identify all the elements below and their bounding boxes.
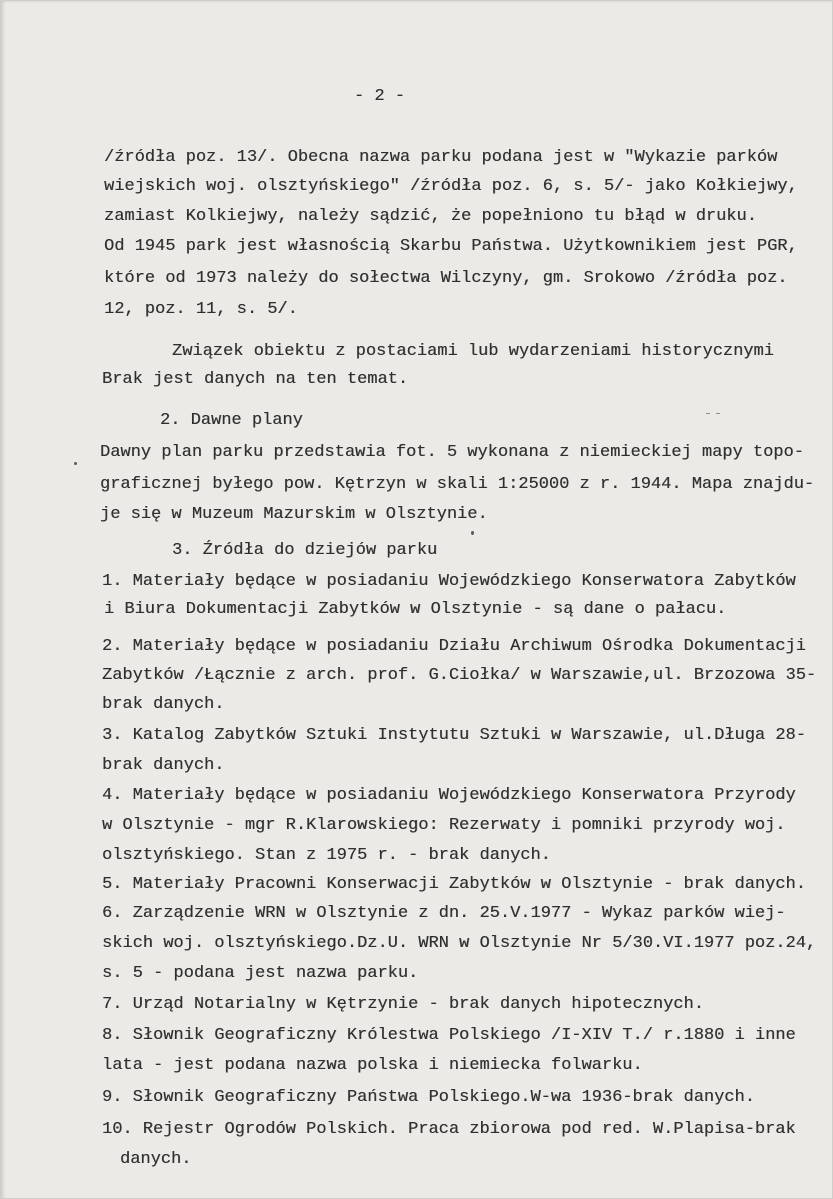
list-item: 3. Katalog Zabytków Sztuki Instytutu Sztuki w Warszawie, ul.Długa 28- (102, 726, 806, 745)
text-line: Brak jest danych na ten temat. (102, 370, 409, 389)
text-line: /źródła poz. 13/. Obecna nazwa parku podana jest w "Wykazie parków (104, 148, 778, 167)
text-line: które od 1973 należy do sołectwa Wilczyny, gm. Srokowo /źródła poz. (104, 269, 788, 288)
ink-speck (74, 462, 77, 465)
text-line: wiejskich woj. olsztyńskiego" /źródła poz. 6, s. 5/- jako Kołkiejwy, (104, 177, 798, 196)
list-item: 10. Rejestr Ogrodów Polskich. Praca zbiorowa pod red. W.Plapisa-brak (102, 1120, 796, 1139)
list-item-continuation: brak danych. (102, 756, 225, 775)
text-line: zamiast Kolkiejwy, należy sądzić, że popełniono tu błąd w druku. (104, 207, 757, 226)
list-item-continuation: i Biura Dokumentacji Zabytków w Olsztynie - są dane o pałacu. (104, 600, 727, 619)
ink-speck (471, 531, 474, 535)
list-item: 8. Słownik Geograficzny Królestwa Polskiego /I-XIV T./ r.1880 i inne (102, 1026, 796, 1045)
list-item: 2. Materiały będące w posiadaniu Działu Archiwum Ośrodka Dokumentacji (102, 637, 806, 656)
page-number: - 2 - (354, 87, 406, 106)
section-heading: 2. Dawne plany (160, 411, 303, 430)
text-line: je się w Muzeum Mazurskim w Olsztynie. (100, 505, 488, 524)
list-item-continuation: brak danych. (102, 695, 225, 714)
text-line: 12, poz. 11, s. 5/. (104, 300, 298, 319)
text-line: Od 1945 park jest własnością Skarbu Państwa. Użytkownikiem jest PGR, (104, 237, 798, 256)
list-item: 4. Materiały będące w posiadaniu Wojewódzkiego Konserwatora Przyrody (102, 786, 796, 805)
list-item-continuation: danych. (120, 1150, 192, 1169)
text-line: graficznej byłego pow. Kętrzyn w skali 1:25000 z r. 1944. Mapa znajdu- (100, 475, 815, 494)
text-line: Dawny plan parku przedstawia fot. 5 wykonana z niemieckiej mapy topo- (100, 443, 804, 462)
ink-speck (716, 413, 720, 414)
list-item: 6. Zarządzenie WRN w Olsztynie z dn. 25.V.1977 - Wykaz parków wiej- (102, 904, 786, 923)
list-item-continuation: w Olsztynie - mgr R.Klarowskiego: Rezerwaty i pomniki przyrody woj. (102, 816, 786, 835)
list-item-continuation: skich woj. olsztyńskiego.Dz.U. WRN w Olsztynie Nr 5/30.VI.1977 poz.24, (102, 934, 817, 953)
section-heading: Związek obiektu z postaciami lub wydarzeniami historycznymi (172, 342, 774, 361)
list-item-continuation: s. 5 - podana jest nazwa parku. (102, 964, 419, 983)
list-item-continuation: olsztyńskiego. Stan z 1975 r. - brak danych. (102, 846, 551, 865)
list-item-continuation: Zabytków /Łącznie z arch. prof. G.Ciołka/ w Warszawie,ul. Brzozowa 35- (102, 666, 817, 685)
list-item: 7. Urząd Notarialny w Kętrzynie - brak danych hipotecznych. (102, 995, 704, 1014)
ink-speck (706, 413, 710, 414)
list-item: 1. Materiały będące w posiadaniu Wojewódzkiego Konserwatora Zabytków (102, 572, 796, 591)
list-item-continuation: lata - jest podana nazwa polska i niemiecka folwarku. (102, 1056, 643, 1075)
list-item: 9. Słownik Geograficzny Państwa Polskiego.W-wa 1936-brak danych. (102, 1088, 755, 1107)
list-item: 5. Materiały Pracowni Konserwacji Zabytków w Olsztynie - brak danych. (102, 875, 806, 894)
section-heading: 3. Źródła do dziejów parku (172, 541, 438, 560)
